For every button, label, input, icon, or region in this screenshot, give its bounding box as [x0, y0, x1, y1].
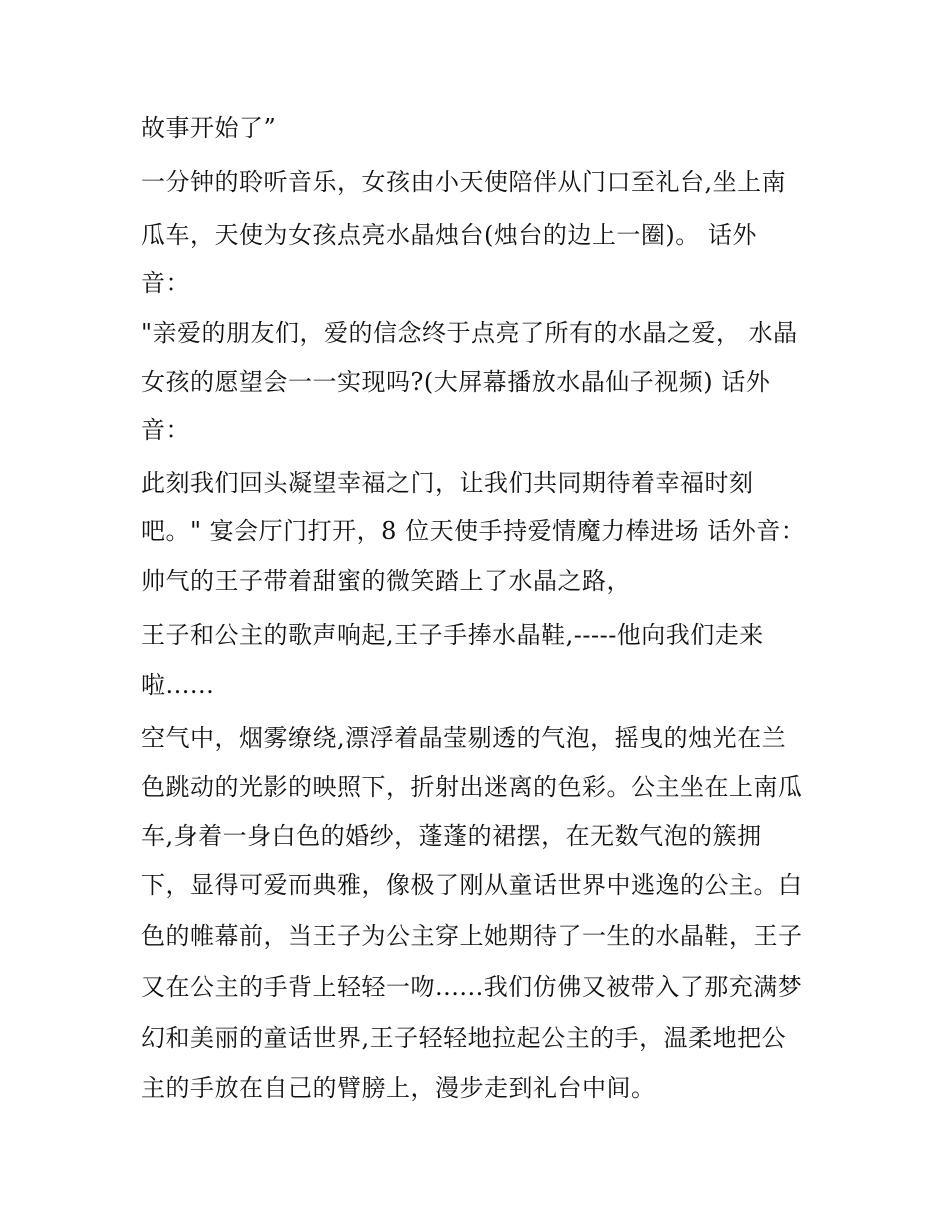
- text-line: 主的手放在自己的臂膀上，漫步走到礼台中间。: [141, 1074, 656, 1102]
- text-line: 音：: [141, 269, 190, 297]
- text-line: 帅气的王子带着甜蜜的微笑踏上了水晶之路，: [141, 567, 631, 595]
- text-line: 车,身着一身白色的婚纱，蓬蓬的裙摆，在无数气泡的簇拥: [141, 822, 762, 850]
- text-line: 空气中，烟雾缭绕,漂浮着晶莹剔透的气泡，摇曳的烛光在兰: [141, 724, 787, 752]
- text-line: 色的帷幕前，当王子为公主穿上她期待了一生的水晶鞋，王子: [141, 922, 803, 950]
- text-line: 此刻我们回头凝望幸福之门，让我们共同期待着幸福时刻: [141, 469, 754, 497]
- text-line: 啦......: [141, 671, 215, 699]
- text-line: 女孩的愿望会一一实现吗?(大屏幕播放水晶仙子视频) 话外: [141, 368, 771, 396]
- text-line: 色跳动的光影的映照下，折射出迷离的色彩。公主坐在上南瓜: [141, 773, 803, 801]
- text-line: 吧。" 宴会厅门打开，8 位天使手持爱情魔力棒进场 话外音：: [141, 517, 806, 545]
- text-line: 音：: [141, 416, 190, 444]
- text-line: "亲爱的朋友们，爱的信念终于点亮了所有的水晶之爱， 水晶: [141, 319, 798, 347]
- text-line: 又在公主的手背上轻轻一吻......我们仿佛又被带入了那充满梦: [141, 973, 803, 1001]
- text-line: 下，显得可爱而典雅，像极了刚从童话世界中逃逸的公主。白: [141, 871, 803, 899]
- text-line: 幻和美丽的童话世界,王子轻轻地拉起公主的手，温柔地把公: [141, 1024, 787, 1052]
- text-line: 一分钟的聆听音乐，女孩由小天使陪伴从门口至礼台,坐上南: [141, 168, 787, 196]
- text-line: 王子和公主的歌声响起,王子手捧水晶鞋,-----他向我们走来: [141, 621, 764, 649]
- text-line: 故事开始了”: [141, 114, 277, 142]
- text-line: 瓜车，天使为女孩点亮水晶烛台(烛台的边上一圈)。 话外: [141, 221, 757, 249]
